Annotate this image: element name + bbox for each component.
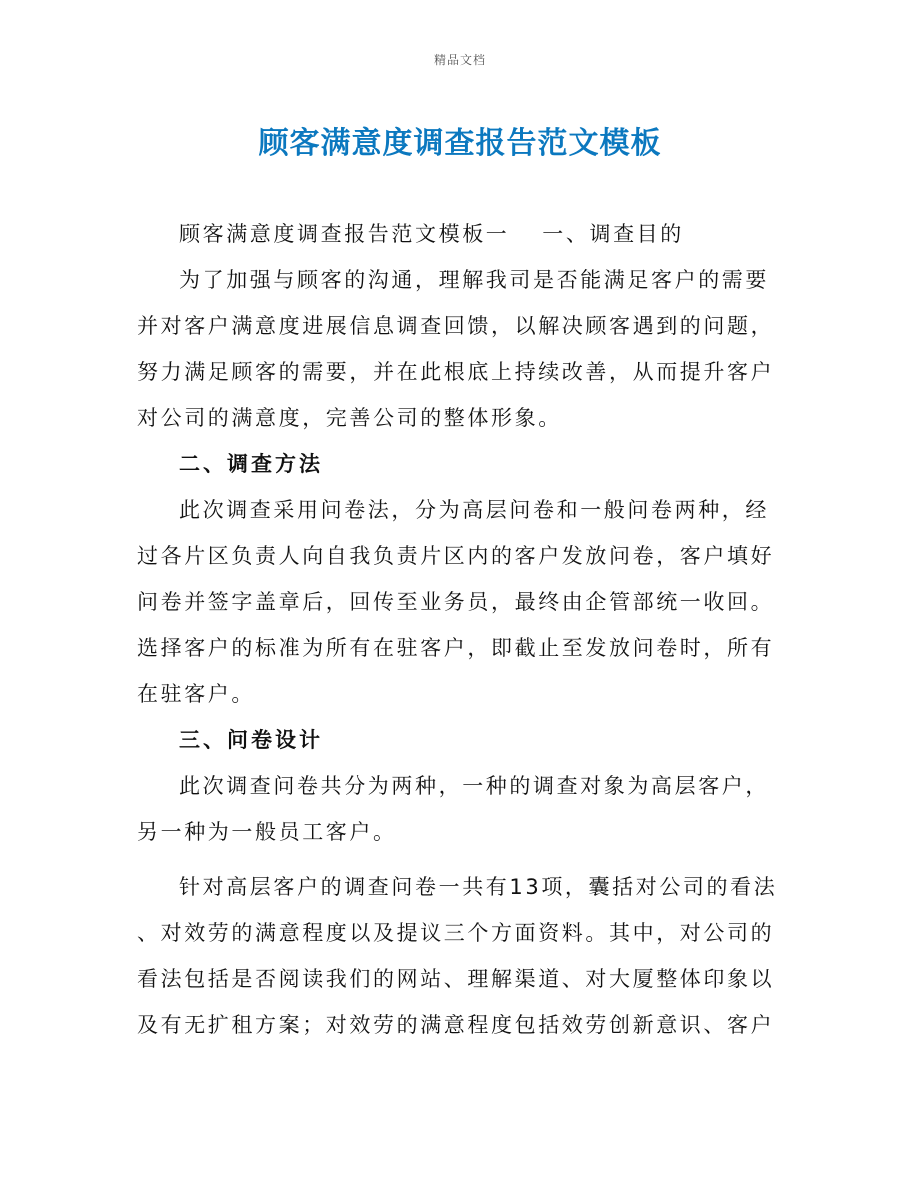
paragraph-line: 看法包括是否阅读我们的网站、理解渠道、对大厦整体印象以 [137,967,775,991]
paragraph-line: 针对高层客户的调查问卷一共有13项，囊括对公司的看法 [179,875,778,899]
paragraph-line: 问卷并签字盖章后，回传至业务员，最终由企管部统一收回。 [137,590,775,614]
document-title: 顾客满意度调查报告范文模板 [258,126,662,161]
section-heading-design: 三、问卷设计 [179,728,323,752]
paragraph-line: 另一种为一般员工客户。 [137,820,397,844]
paragraph-line: 此次调查问卷共分为两种，一种的调查对象为高层客户， [179,774,769,798]
paragraph-gap [137,858,785,867]
section-heading-method: 二、调查方法 [179,452,323,476]
paragraph-line: 并对客户满意度进展信息调查回馈，以解决顾客遇到的问题， [137,314,775,338]
paragraph-line: 选择客户的标准为所有在驻客户，即截止至发放问卷时，所有 [137,636,775,660]
paragraph-line: 对公司的满意度，完善公司的整体形象。 [137,406,562,430]
paragraph-line: 及有无扩租方案；对效劳的满意程度包括效劳创新意识、客户 [137,1013,775,1037]
paragraph-line: 努力满足顾客的需要，并在此根底上持续改善，从而提升客户 [137,360,775,384]
paragraph-line: 、对效劳的满意程度以及提议三个方面资料。其中，对公司的 [137,921,775,945]
paragraph-line: 此次调查采用问卷法，分为高层问卷和一般问卷两种，经 [179,498,769,522]
paragraph-line: 为了加强与顾客的沟通，理解我司是否能满足客户的需要 [179,268,769,292]
document-body [137,214,785,1051]
page-header: 精品文档 [433,53,486,67]
paragraph-line: 在驻客户。 [137,682,255,706]
paragraph-line: 过各片区负责人向自我负责片区内的客户发放问卷，客户填好 [137,544,775,568]
section-intro-line: 顾客满意度调查报告范文模板一 一、调查目的 [179,222,684,246]
